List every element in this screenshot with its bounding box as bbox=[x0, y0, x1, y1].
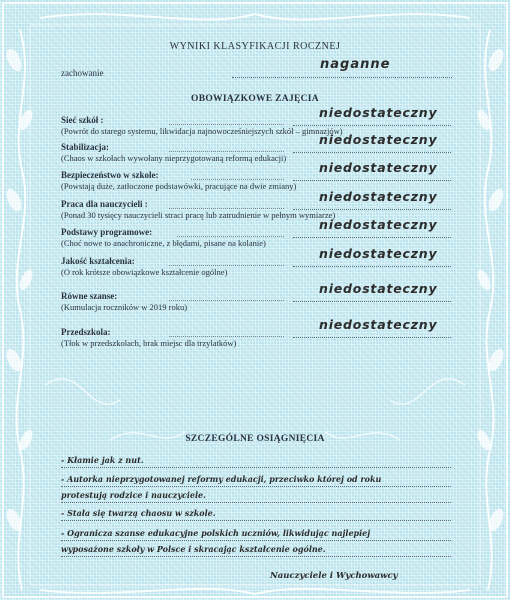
achievement-item bbox=[61, 473, 451, 503]
achievement-line: - Stała się twarzą chaosu w szkole. bbox=[61, 507, 451, 521]
subject-grade: niedostateczny bbox=[319, 281, 438, 296]
dotted-leader bbox=[191, 179, 284, 180]
subject-note: (Choć nowe to anachroniczne, z błędami, pisane na kolanie) bbox=[61, 238, 266, 248]
subject-grade: niedostateczny bbox=[319, 217, 438, 232]
achievement-line: - Ogranicza szanse edukacyjne polskich uczniów, likwidując najlepiej bbox=[61, 527, 451, 541]
subject-note: (Ponad 30 tysięcy nauczycieli straci pracę lub zatrudnienie w pełnym wymiarze) bbox=[61, 210, 336, 220]
grade-dotted-line bbox=[293, 237, 451, 238]
dotted-leader bbox=[169, 265, 284, 266]
subject-name: Przedszkola: bbox=[61, 327, 111, 337]
grade-dotted-line bbox=[293, 337, 451, 338]
subject-name: Bezpieczeństwo w szkole: bbox=[61, 170, 159, 180]
behavior-label: zachowanie bbox=[61, 68, 104, 78]
signature: Nauczyciele i Wychowawcy bbox=[270, 571, 398, 581]
grade-dotted-line bbox=[293, 180, 451, 181]
achievement-item bbox=[61, 527, 451, 557]
subject-note: (Powrót do starego systemu, likwidacja najnowocześniejszych szkół – gimnazjów) bbox=[61, 126, 343, 136]
subject-grade: niedostateczny bbox=[319, 246, 438, 261]
subject-note: (O rok krótsze obowiązkowe kształcenie ogólne) bbox=[61, 267, 228, 277]
achievement-item bbox=[61, 507, 451, 521]
achievement-line: protestują rodzice i nauczyciele. bbox=[61, 489, 451, 503]
dotted-leader bbox=[177, 236, 284, 237]
subject-name: Jakość kształcenia: bbox=[61, 256, 135, 266]
subject-name: Podstawy programowe: bbox=[61, 227, 153, 237]
achievement-line: - Kłamie jak z nut. bbox=[61, 454, 451, 468]
grade-dotted-line bbox=[293, 301, 451, 302]
achievement-line: - Autorka nieprzygotowanej reformy edukacji, przeciwko której od roku bbox=[61, 473, 451, 487]
subject-name: Sieć szkół : bbox=[61, 115, 104, 125]
subject-grade: niedostateczny bbox=[319, 105, 438, 120]
subject-note: (Chaos w szkołach wywołany nieprzygotowaną reformą edukacji) bbox=[61, 153, 287, 163]
document-title: WYNIKI KLASYFIKACJI ROCZNEJ bbox=[169, 41, 341, 52]
subject-note: (Powstają duże, zatłoczone podstawówki, pracujące na dwie zmiany) bbox=[61, 181, 297, 191]
dotted-leader bbox=[169, 151, 284, 152]
dotted-leader bbox=[169, 300, 284, 301]
subject-grade: niedostateczny bbox=[319, 132, 438, 147]
subject-name: Równe szanse: bbox=[61, 291, 118, 301]
grade-dotted-line bbox=[293, 266, 451, 267]
subject-entry bbox=[61, 317, 456, 357]
subject-note: (Kumulacja roczników w 2019 roku) bbox=[61, 302, 188, 312]
special-achievements-heading: SZCZEGÓLNE OSIĄGNIĘCIA bbox=[185, 434, 325, 444]
subject-name: Praca dla nauczycieli : bbox=[61, 199, 148, 209]
subject-note: (Tłok w przedszkolach, brak miejsc dla trzylatków) bbox=[61, 338, 237, 348]
subject-grade: niedostateczny bbox=[319, 317, 438, 332]
behavior-grade: naganne bbox=[320, 57, 391, 72]
subject-grade: niedostateczny bbox=[319, 189, 438, 204]
mandatory-classes-heading: OBOWIĄZKOWE ZAJĘCIA bbox=[191, 94, 319, 104]
dotted-leader bbox=[169, 336, 284, 337]
behavior-dotted-line bbox=[232, 77, 452, 78]
dotted-leader bbox=[169, 208, 284, 209]
subject-grade: niedostateczny bbox=[319, 160, 438, 175]
achievement-item bbox=[61, 454, 451, 468]
grade-dotted-line bbox=[293, 152, 451, 153]
dotted-leader bbox=[169, 124, 284, 125]
achievement-line: wyposażone szkoły w Polsce i skracając kształcenie ogólne. bbox=[61, 543, 451, 557]
subject-name: Stabilizacja: bbox=[61, 142, 109, 152]
